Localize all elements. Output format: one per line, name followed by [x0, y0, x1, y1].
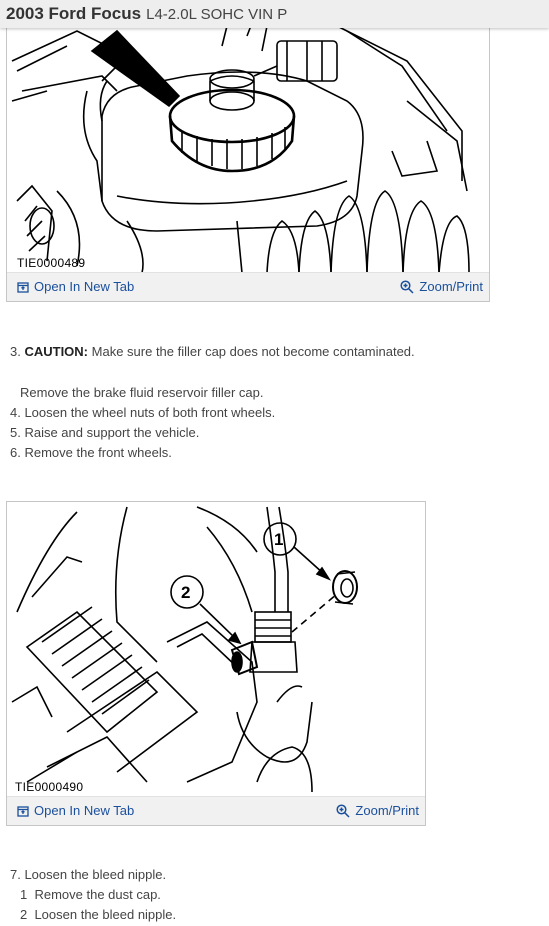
step-3-substep: Remove the brake fluid reservoir filler cap. [20, 385, 264, 400]
figure-reservoir [6, 20, 490, 302]
figure-caption: TIE0000490 [15, 780, 84, 794]
bleed-nipple-illustration [7, 502, 425, 797]
zoom-icon [400, 280, 414, 294]
zoom-icon [336, 804, 350, 818]
reservoir-illustration [7, 21, 489, 273]
figure-caption: TIE0000489 [17, 256, 86, 270]
open-tab-label: Open In New Tab [34, 279, 135, 294]
open-in-new-tab-link[interactable] [17, 279, 134, 294]
open-tab-icon [17, 281, 29, 293]
step-7: 7. Loosen the bleed nipple. [10, 867, 167, 882]
page-title: 2003 Ford Focus [6, 4, 142, 23]
step-5: 5. Raise and support the vehicle. [10, 425, 200, 440]
callout-2: 2 [181, 583, 191, 602]
step-number: 3. [10, 344, 21, 359]
zoom-print-link[interactable] [336, 803, 419, 818]
zoom-label: Zoom/Print [355, 803, 419, 818]
open-tab-label: Open In New Tab [34, 803, 135, 818]
open-tab-icon [17, 805, 29, 817]
zoom-label: Zoom/Print [419, 279, 483, 294]
step-3 [10, 344, 415, 359]
figure-toolbar [7, 272, 489, 301]
step-7-substep-2: 2 Loosen the bleed nipple. [20, 907, 177, 922]
callout-1: 1 [274, 530, 284, 549]
figure-toolbar [7, 796, 425, 825]
step-7-substep-1: 1 Remove the dust cap. [20, 887, 161, 902]
zoom-print-link[interactable] [400, 279, 483, 294]
page-header [0, 0, 549, 28]
figure-bleed-nipple [6, 501, 426, 826]
caution-label: CAUTION: [24, 344, 89, 359]
open-in-new-tab-link[interactable] [17, 803, 134, 818]
step-4: 4. Loosen the wheel nuts of both front wheels. [10, 405, 276, 420]
caution-text: Make sure the filler cap does not become contaminated. [91, 344, 415, 359]
step-6: 6. Remove the front wheels. [10, 445, 172, 460]
page-subtitle: L4-2.0L SOHC VIN P [146, 5, 288, 23]
